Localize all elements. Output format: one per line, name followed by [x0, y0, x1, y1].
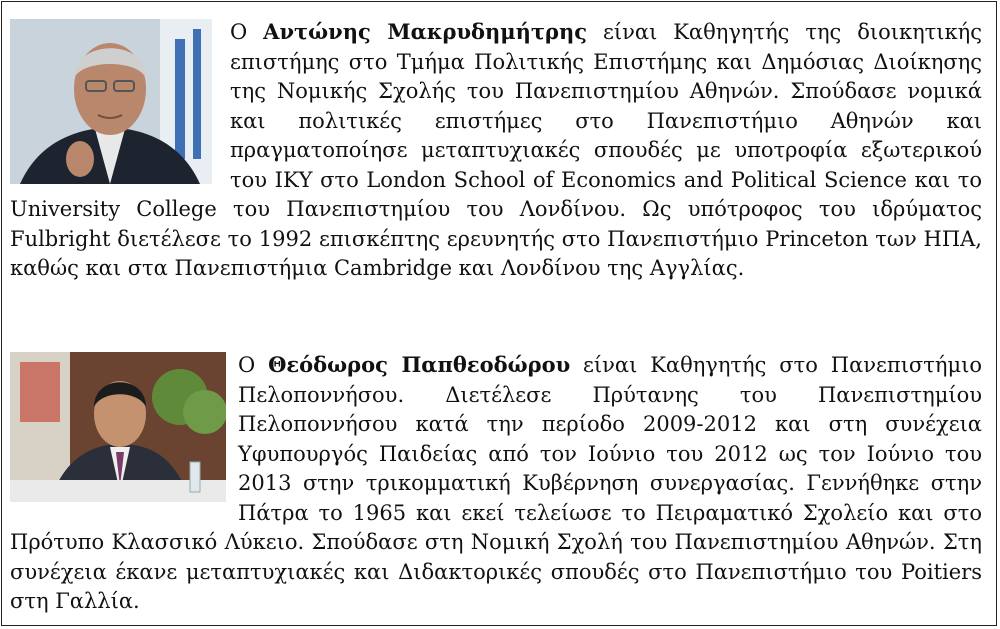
- bio-makrydimitris: [10, 17, 982, 284]
- bio-article: Ο: [238, 353, 256, 377]
- person-name: Αντώνης Μακρυδημήτρης: [263, 19, 588, 44]
- bio-text: είναι Καθηγητής στο Πανεπιστήμιο Πελοποννήσου. Διετέλεσε Πρύτανης του Πανεπιστημίου Πελοποννήσου κατά την περίοδο 2009-2012 και στη συνέχεια Υφυπουργός Παιδείας από τον Ιούνιο του 2012 ως τον Ιούνιο του 2013 στην τρικομματική Κυβέρνηση συνεργασίας. Γεννήθηκε στην Πάτρα το 1965 και εκεί τελείωσε το Πειραματικό Σχολείο και στο Πρότυπο Κλασσικό Λύκειο. Σπούδασε στη Νομική Σχολή του Πανεπιστημίου Αθηνών. Στη συνέχεια έκανε μεταπτυχιακές και Διδακτορικές σπουδές στο Πανεπιστήμιο του Poitiers στη Γαλλία.: [10, 353, 982, 613]
- bio-text: είναι Καθηγητής της διοικητικής επιστήμης στο Τμήμα Πολιτικής Επιστήμης και Δημόσιας Διοίκησης της Νομικής Σχολής του Πανεπιστημίου Αθηνών. Σπούδασε νομικά και πολιτικές επιστήμες στο Πανεπιστήμιο Αθηνών και πραγματοποίησε μεταπτυχιακές σπουδές με υποτροφία εξωτερικού του ΙΚΥ στο London School of Economics and Political Science και το University College του Πανεπιστημίου του Λονδίνου. Ως υπότροφος του ιδρύματος Fulbright διετέλεσε το 1992 επισκέπτης ερευνητής στο Πανεπιστήμιο Princeton των ΗΠΑ, καθώς και στα Πανεπιστήμια Cambridge και Λονδίνου της Αγγλίας.: [10, 20, 983, 280]
- portrait-photo-makrydimitris: [10, 19, 212, 184]
- portrait-photo-papatheodorou: [10, 352, 226, 502]
- person-name: Θεόδωρος Παπθεοδώρου: [268, 352, 571, 377]
- bio-papatheodorou: [10, 350, 982, 617]
- bio-article: Ο: [230, 20, 248, 44]
